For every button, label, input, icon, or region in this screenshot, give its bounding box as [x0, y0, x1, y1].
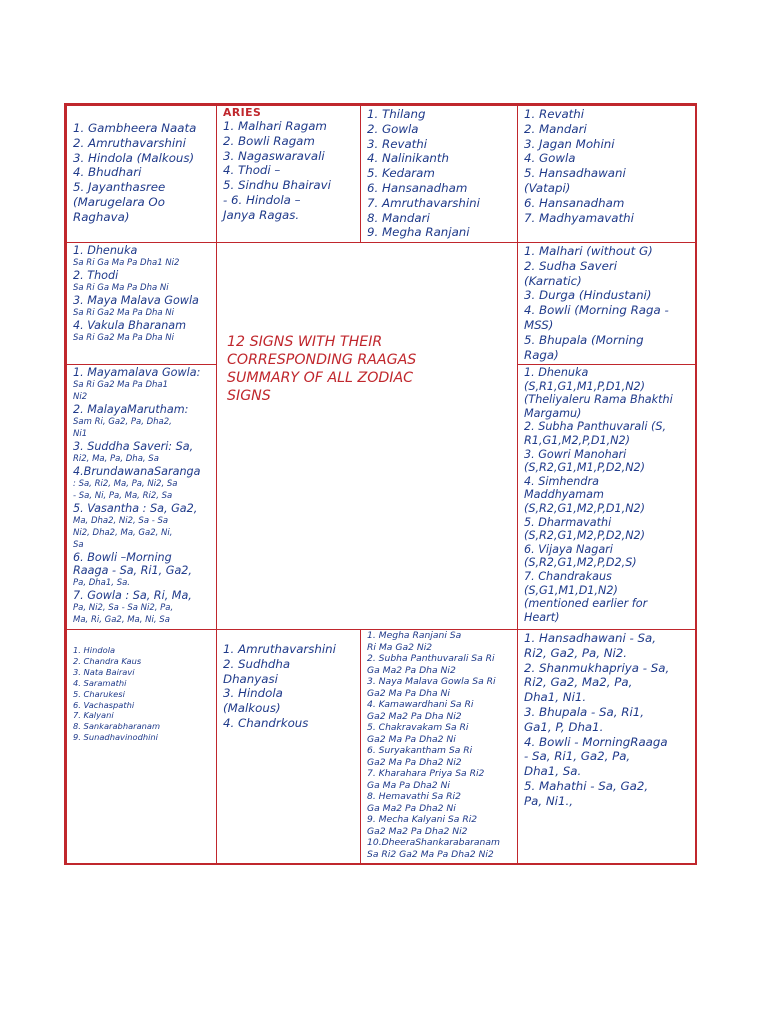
cell-line: Ga2 Ma2 Pa Dha Ni2 [367, 710, 462, 722]
cell-line: 1. Megha Ranjani Sa [367, 630, 462, 641]
cell-line: Sa Ri Ga2 Ma Pa Dha Ni [73, 333, 175, 343]
cell-row3-col4 [517, 364, 697, 630]
cell-line: 2. Shanmukhapriya - Sa, [524, 660, 670, 675]
cell-line: (S,R2,G1,M2,P,D2,S) [524, 556, 637, 570]
cell-line: 5. Sindhu Bhairavi [223, 178, 331, 193]
cell-line: 5. Bhupala (Morning [524, 332, 644, 347]
cell-line: Sa Ri Ga Ma Pa Dha1 Ni2 [73, 258, 180, 268]
cell-line: 4. Thodi – [223, 163, 281, 178]
cell-line: 10.DheeraShankarabaranam [367, 837, 500, 848]
cell-row1-col1 [66, 105, 217, 243]
cell-line: 1. Dhenuka [524, 366, 589, 379]
cell-line: 1. Mayamalava Gowla: [73, 366, 201, 379]
cell-line: Ri2, Ma, Pa, Dha, Sa [73, 454, 159, 464]
cell-line: 3. Durga (Hindustani) [524, 288, 652, 303]
cell-line: 1. Gambheera Naata [73, 121, 197, 135]
cell-line: (S,R2,G1,M1,P,D2,N2) [524, 461, 646, 475]
cell-line: 4. Bowli (Morning Raga - [524, 303, 669, 318]
cell-line: 1. Hansadhawani - Sa, [524, 631, 657, 645]
cell-line: 2. Mandari [524, 121, 587, 136]
cell-line: 3. Hindola [223, 686, 283, 701]
cell-row2-col1 [66, 242, 217, 365]
cell-line: (Marugelara Oo [73, 194, 165, 209]
cell-line: Ni2, Dha2, Ma, Ga2, Ni, [73, 528, 173, 538]
cell-line: Raga) [524, 347, 559, 362]
cell-line: 4. Saramathi [73, 677, 127, 688]
cell-line: 8. Mandari [367, 210, 430, 225]
cell-line: Sa Ri Ga2 Ma Pa Dha Ni [73, 308, 175, 318]
cell-line: 6. Vijaya Nagari [524, 542, 613, 556]
cell-line: Ga2 Ma Pa Dha2 Ni2 [367, 756, 462, 768]
cell-line: 6. Hansanadham [524, 195, 625, 210]
cell-line: MSS) [524, 317, 554, 332]
cell-line: 6. Suryakantham Sa Ri [367, 745, 473, 756]
cell-line: - Sa, Ni, Pa, Ma, Ri2, Sa [73, 491, 173, 501]
cell-line: Ga Ma2 Pa Dha2 Ni [367, 802, 456, 814]
cell-line: Ga1, P, Dha1. [524, 719, 604, 734]
cell-line: 4. Bhudhari [73, 165, 142, 180]
cell-line: Ga Ma Pa Dha2 Ni [367, 779, 450, 791]
cell-line: 2. Gowla [367, 121, 419, 136]
cell-line: 4. Bowli - MorningRaaga [524, 734, 668, 749]
cell-line: Sam Ri, Ga2, Pa, Dha2, [73, 417, 172, 427]
cell-line: 3. Gowri Manohari [524, 447, 627, 461]
cell-center-title [216, 242, 518, 630]
cell-line: 1. Malhari (without G) [524, 244, 653, 258]
cell-line: Sa Ri2 Ga2 Ma Pa Dha2 Ni2 [367, 848, 494, 860]
cell-line: Margamu) [524, 406, 582, 420]
cell-line: 4. Vakula Bharanam [73, 319, 187, 332]
cell-line: Sa [73, 540, 84, 550]
cell-line: 6. Vachaspathi [73, 699, 135, 710]
title-line: SUMMARY OF ALL ZODIAC [227, 370, 414, 386]
zodiac-raaga-table [64, 103, 697, 865]
cell-line: Ni2 [73, 392, 88, 402]
cell-line: Raghava) [73, 209, 130, 224]
cell-line: Sa Ri Ga2 Ma Pa Dha1 [73, 380, 169, 390]
cell-line: Dha1, Ni1. [524, 690, 587, 705]
cell-line: (S,R2,G1,M2,P,D2,N2) [524, 529, 646, 543]
cell-row1-col4 [517, 105, 697, 243]
cell-line: Ri2, Ga2, Ma2, Pa, [524, 675, 633, 690]
cell-line: 3. Nata Bairavi [73, 666, 135, 677]
cell-line: Dhanyasi [223, 671, 278, 686]
cell-line: 7. Kharahara Priya Sa Ri2 [367, 768, 485, 779]
cell-line: 7. Amruthavarshini [367, 195, 480, 210]
cell-line: Heart) [524, 610, 560, 624]
cell-line: 6. Hansanadham [367, 180, 468, 195]
cell-line: 2. Amruthavarshini [73, 135, 186, 150]
cell-line: 4. Kamawardhani Sa Ri [367, 699, 474, 710]
cell-line: Pa, Ni2, Sa - Sa Ni2, Pa, [73, 603, 174, 613]
cell-line: 1. Hindola [73, 645, 116, 655]
cell-line: 7. Gowla : Sa, Ri, Ma, [73, 589, 192, 602]
cell-line: Ga2 Ma Pa Dha2 Ni [367, 733, 456, 745]
cell-line: 5. Hansadhawani [524, 166, 626, 181]
cell-line: 3. Maya Malava Gowla [73, 294, 199, 307]
cell-line: Ri2, Ga2, Pa, Ni2. [524, 645, 628, 660]
cell-row4-col3 [360, 629, 518, 865]
cell-line: Ga Ma2 Pa Dha Ni2 [367, 664, 456, 676]
cell-line: Maddhyamam [524, 488, 604, 502]
cell-line: 1. Revathi [524, 107, 585, 121]
cell-line: 3. Bhupala - Sa, Ri1, [524, 704, 644, 719]
cell-line: 1. Amruthavarshini [223, 642, 336, 656]
cell-line: 9. Mecha Kalyani Sa Ri2 [367, 814, 478, 825]
cell-row3-col1 [66, 364, 217, 630]
cell-line: 3. Hindola (Malkous) [73, 150, 195, 165]
cell-line: 3. Jagan Mohini [524, 136, 615, 151]
cell-line: 1. Malhari Ragam [223, 119, 327, 133]
cell-line: 7. Chandrakaus [524, 569, 612, 583]
title-line: 12 SIGNS WITH THEIR [227, 334, 383, 350]
cell-line: 5. Jayanthasree [73, 180, 166, 195]
cell-line: (Vatapi) [524, 180, 571, 195]
cell-line: (Karnatic) [524, 273, 582, 288]
cell-line: Pa, Dha1, Sa. [73, 578, 130, 588]
cell-line: - 6. Hindola – [223, 192, 301, 207]
cell-line: 8. Sankarabharanam [73, 721, 161, 732]
cell-row1-col2-aries [216, 105, 361, 243]
cell-line: Ri Ma Ga2 Ni2 [367, 641, 433, 653]
cell-line: 2. Thodi [73, 269, 119, 282]
cell-line: 2. MalayaMarutham: [73, 403, 189, 416]
cell-line: 5. Chakravakam Sa Ri [367, 722, 469, 733]
cell-line: (S,G1,M1,D1,N2) [524, 583, 618, 597]
cell-line: 2. Subha Panthuvarali (S, [524, 420, 667, 434]
cell-line: R1,G1,M2,P,D1,N2) [524, 433, 631, 447]
cell-line: (mentioned earlier for [524, 597, 648, 611]
cell-line: Ga2 Ma2 Pa Dha2 Ni2 [367, 825, 468, 837]
cell-line: 3. Naya Malava Gowla Sa Ri [367, 676, 496, 687]
cell-line: Janya Ragas. [223, 207, 300, 222]
cell-line: (Malkous) [223, 701, 281, 716]
cell-row1-col3 [360, 105, 518, 243]
cell-line: 4. Simhendra [524, 474, 599, 488]
cell-line: Sa Ri Ga Ma Pa Dha Ni [73, 283, 169, 293]
cell-line: 2. Subha Panthuvarali Sa Ri [367, 653, 495, 664]
cell-line: 2. Sudhdha [223, 656, 291, 671]
cell-line: 3. Suddha Saveri: Sa, [73, 440, 194, 453]
title-line: CORRESPONDING RAAGAS [227, 352, 417, 368]
cell-row4-col1 [66, 629, 217, 865]
cell-line: 3. Revathi [367, 136, 428, 151]
cell-line: 9. Megha Ranjani [367, 225, 470, 240]
cell-line: 5. Kedaram [367, 166, 435, 181]
cell-line: 5. Vasantha : Sa, Ga2, [73, 502, 198, 515]
cell-line: Ga2 Ma Pa Dha Ni [367, 687, 450, 699]
cell-line: : Sa, Ri2, Ma, Pa, Ni2, Sa [73, 479, 178, 489]
cell-line: 9. Sunadhavinodhini [73, 732, 158, 743]
cell-line: 4. Gowla [524, 151, 576, 166]
cell-line: Raaga - Sa, Ri1, Ga2, [73, 564, 192, 577]
cell-line: 7. Madhyamavathi [524, 210, 634, 225]
cell-line: 3. Nagaswaravali [223, 148, 325, 163]
cell-line: 6. Bowli –Morning [73, 551, 172, 564]
cell-line: - Sa, Ri1, Ga2, Pa, [524, 749, 631, 764]
cell-row4-col2 [216, 629, 361, 865]
cell-line: Ma, Ri, Ga2, Ma, Ni, Sa [73, 615, 170, 625]
cell-line: 5. Charukesi [73, 688, 125, 699]
cell-line: 5. Dharmavathi [524, 515, 612, 529]
cell-line: 4. Nalinikanth [367, 151, 450, 166]
cell-line: 1. Dhenuka [73, 244, 138, 257]
cell-line: Pa, Ni1., [524, 793, 573, 808]
cell-line: 7. Kalyani [73, 710, 114, 721]
cell-line: 2. Bowli Ragam [223, 133, 315, 148]
cell-line: 8. Hemavathi Sa Ri2 [367, 791, 461, 802]
cell-line: 1. Thilang [367, 107, 426, 121]
cell-line: (S,R1,G1,M1,P,D1,N2) [524, 379, 646, 393]
cell-line: 4. Chandrkous [223, 715, 309, 730]
cell-line: (Theliyaleru Rama Bhakthi [524, 393, 673, 407]
cell-line: Dha1, Sa. [524, 764, 582, 779]
cell-line: 2. Chandra Kaus [73, 655, 142, 666]
cell-row4-col4 [517, 629, 697, 865]
cell-line: Ni1 [73, 429, 88, 439]
cell-line: 4.BrundawanaSaranga [73, 465, 201, 478]
cell-line: 5. Mahathi - Sa, Ga2, [524, 778, 649, 793]
page-title [227, 333, 487, 405]
aries-heading: ARIES [223, 106, 262, 119]
cell-line: (S,R2,G1,M2,P,D1,N2) [524, 501, 646, 515]
title-line: SIGNS [227, 388, 271, 404]
cell-row2-col4 [517, 242, 697, 365]
cell-line: Ma, Dha2, Ni2, Sa - Sa [73, 516, 169, 526]
cell-line: 2. Sudha Saveri [524, 258, 617, 273]
